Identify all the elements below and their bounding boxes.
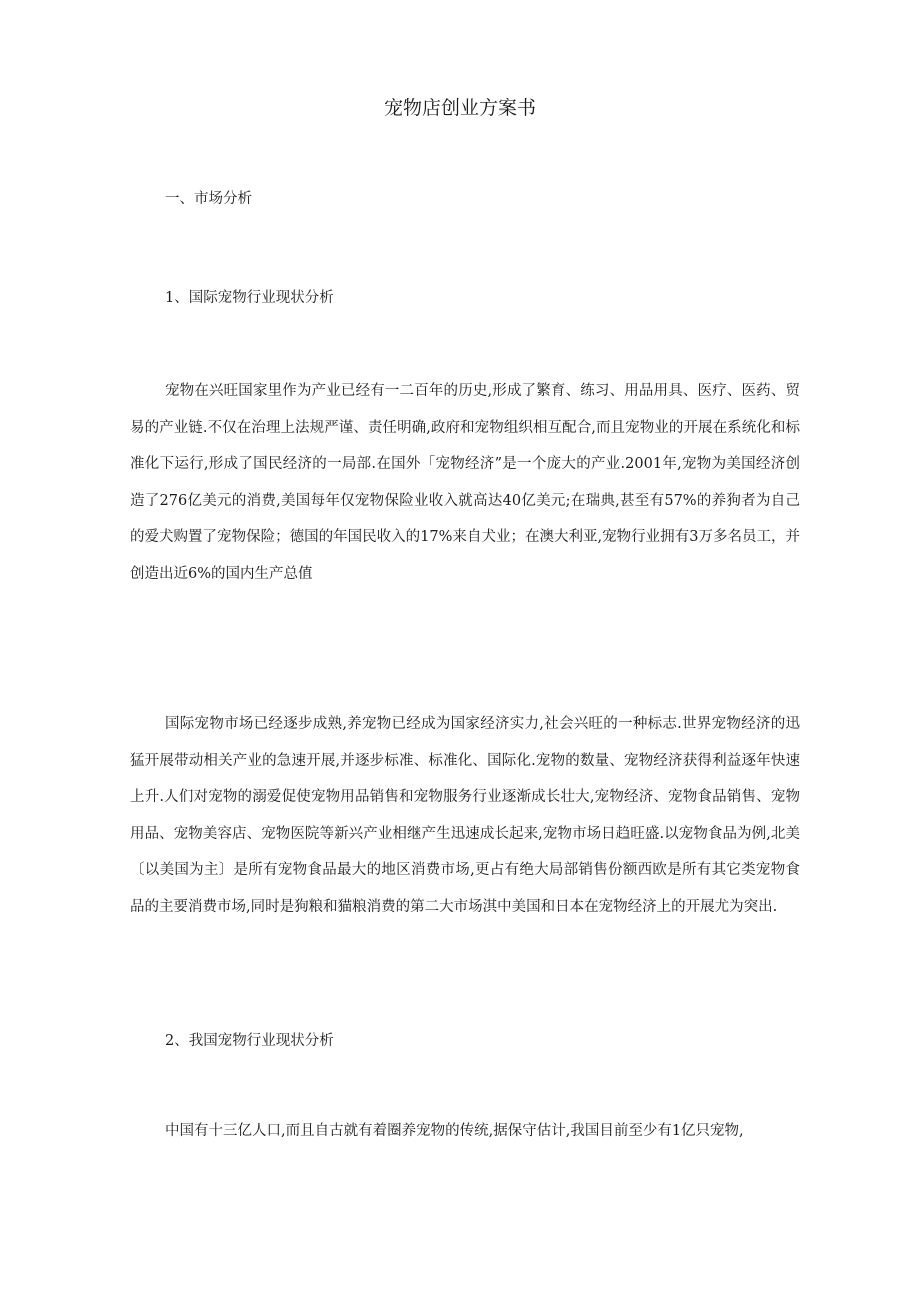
section-heading-market-analysis: 一、市场分析 [165, 191, 252, 207]
paragraph-china-market: 中国有十三亿人口,而且自古就有着圈养宠物的传统,据保守估计,我国目前至少有1亿只宠物, [165, 1123, 744, 1139]
document-title: 宠物店创业方案书 [383, 97, 536, 119]
paragraph-international-market: 国际宠物市场已经逐步成熟,养宠物已经成为国家经济实力,社会兴旺的一种标志.世界宠物经济的迅猛开展带动相关产业的急速开展,并逐步标准、标准化、国际化.宠物的数量、宠物经济获得利益逐年快速上升.人们对宠物的溺爱促使宠物用品销售和宠物服务行业逐渐成长壮大,宠物经济、宠物食品销售、宠物用品、宠物美容店、宠物医院等新兴产业相继产生迅速成长起来,宠物市场日趋旺盛.以宠物食品为例,北美〔以美国为主〕是所有宠物食品最大的地区消费市场,更占有绝大局部销售份额西欧是所有其它类宠物食品的主要消费市场,同时是狗粮和猫粮消费的第二大市场淇中美国和日本在宠物经济上的开展尤为突出. [130, 716, 800, 915]
paragraph-international-industry: 宠物在兴旺国家里作为产业已经有一二百年的历史,形成了繁育、练习、用品用具、医疗、医药、贸易的产业链.不仅在治理上法规严谨、责任明确,政府和宠物组织相互配合,而且宠物业的开展在系统化和标准化下运行,形成了国民经济的一局部.在国外「宠物经济”是一个庞大的产业.2001年,宠物为美国经济创造了276亿美元的消费,美国每年仅宠物保险业收入就高达40亿美元;在瑞典,甚至有57%的养狗者为自己的爱犬购置了宠物保险；德国的年国民收入的17%来自犬业；在澳大利亚,宠物行业拥有3万多名员工，并创造出近6%的国内生产总值 [130, 383, 800, 582]
subsection-heading-china: 2、我国宠物行业现状分析 [165, 1033, 334, 1049]
subsection-heading-international: 1、国际宠物行业现状分析 [165, 290, 334, 306]
